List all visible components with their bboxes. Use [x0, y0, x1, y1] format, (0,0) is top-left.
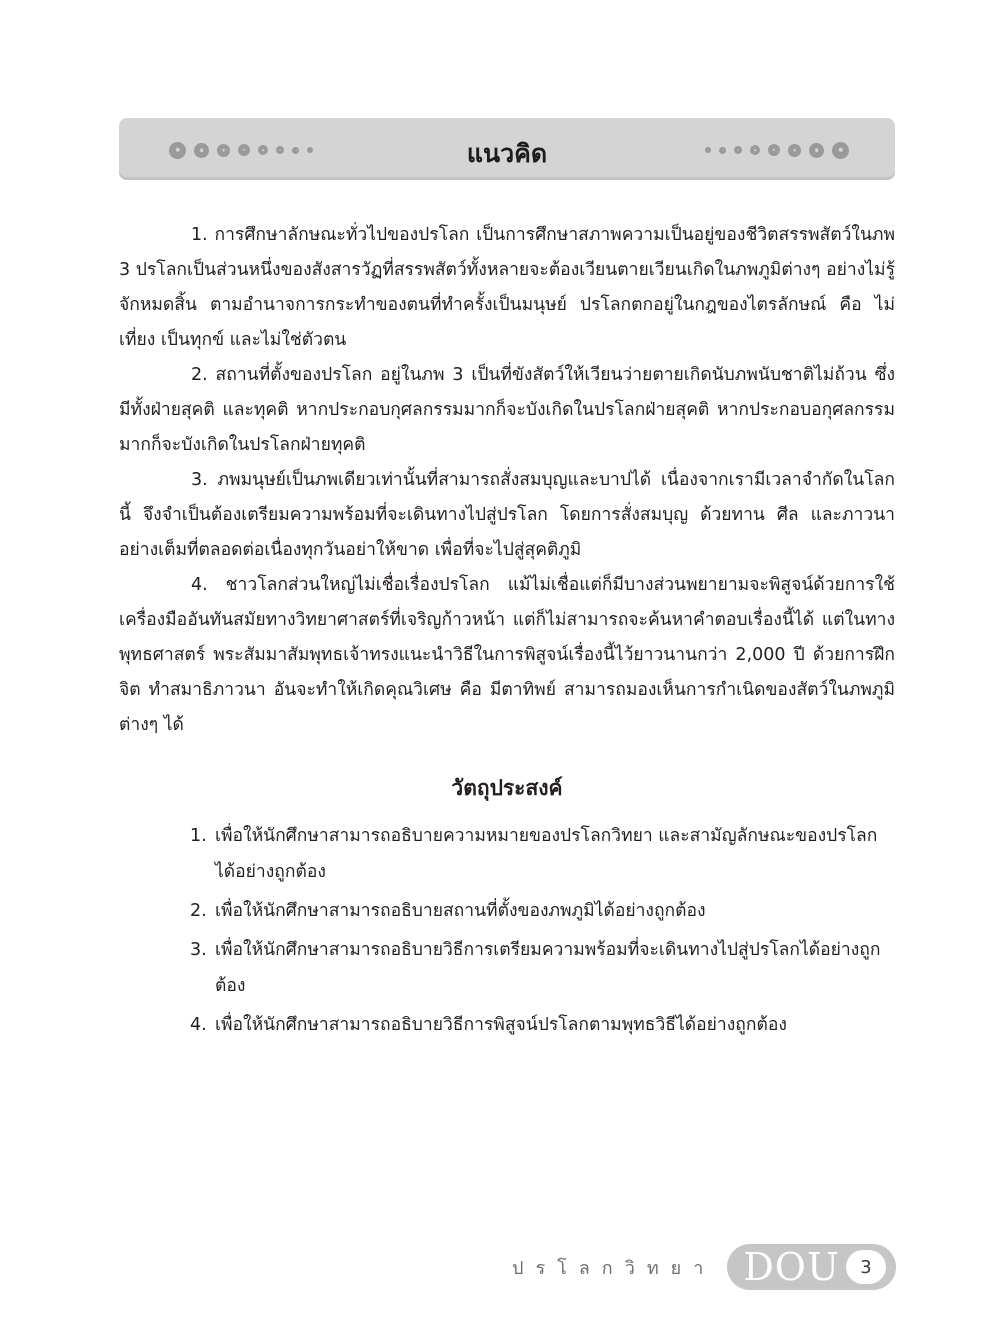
dot-icon: [719, 147, 726, 154]
objective-text: เพื่อให้นักศึกษาสามารถอธิบายสถานที่ตั้งของภพภูมิได้อย่างถูกต้อง: [215, 901, 706, 921]
concept-paragraph: 2. สถานที่ตั้งของปรโลก อยู่ในภพ 3 เป็นที่ขังสัตว์ให้เวียนว่ายตายเกิดนับภพนับชาติไม่ถ้วน ซึ่งมีทั้งฝ่ายสุคติ และทุคติ หากประกอบกุศลกรรมมากก็จะบังเกิดในปรโลกฝ่ายสุคติ หากประกอบอกุศลกรรมมากก็จะบังเกิดในปรโลกฝ่ายทุคติ: [119, 365, 895, 455]
objective-text: เพื่อให้นักศึกษาสามารถอธิบายความหมายของปรโลกวิทยา และสามัญลักษณะของปรโลกได้อย่างถูกต้อง: [215, 826, 878, 882]
dou-logo: DOU: [743, 1245, 840, 1289]
header-banner: [119, 118, 895, 180]
concept-paragraph: 3. ภพมนุษย์เป็นภพเดียวเท่านั้นที่สามารถสั่งสมบุญและบาปได้ เนื่องจากเรามีเวลาจำกัดในโลกนี้ จึงจำเป็นต้องเตรียมความพร้อมที่จะเดินทางไปสู่ปรโลก โดยการสั่งสมบุญ ด้วยทาน ศีล และภาวนา อย่างเต็มที่ตลอดต่อเนื่องทุกวันอย่าให้ขาด เพื่อที่จะไปสู่สุคติภูมิ: [119, 470, 895, 560]
footer-badge: [727, 1244, 896, 1290]
objective-number: 1.: [190, 826, 207, 846]
objective-item: [190, 893, 895, 929]
decorative-dots-right: [697, 138, 849, 162]
concept-paragraph: 1. การศึกษาลักษณะทั่วไปของปรโลก เป็นการศึกษาสภาพความเป็นอยู่ของชีวิตสรรพสัตว์ในภพ 3 ปรโลกเป็นส่วนหนึ่งของสังสารวัฏที่สรรพสัตว์ทั้งหลายจะต้องเวียนตายเวียนเกิดในภพภูมิต่างๆ อย่างไม่รู้จักหมดสิ้น ตามอำนาจการกระทำของตนที่ทำครั้งเป็นมนุษย์ ปรโลกตกอยู่ในกฎของไตรลักษณ์ คือ ไม่เที่ยง เป็นทุกข์ และไม่ใช่ตัวตน: [119, 225, 895, 350]
footer-book-title: ปรโลกวิทยา: [512, 1257, 716, 1279]
dot-icon: [750, 145, 760, 155]
concept-paragraph: 4. ชาวโลกส่วนใหญ่ไม่เชื่อเรื่องปรโลก แม้ไม่เชื่อแต่ก็มีบางส่วนพยายามจะพิสูจน์ด้วยการใช้เครื่องมืออันทันสมัยทางวิทยาศาสตร์ที่เจริญก้าวหน้า แต่ก็ไม่สามารถจะค้นหาคำตอบเรื่องนี้ได้ แต่ในทางพุทธศาสตร์ พระสัมมาสัมพุทธเจ้าทรงแนะนำวิธีในการพิสูจน์เรื่องนี้ไว้ยาวนานกว่า 2,000 ปี ด้วยการฝึกจิต ทำสมาธิภาวนา อันจะทำให้เกิดคุณวิเศษ คือ มีตาทิพย์ สามารถมองเห็นการกำเนิดของสัตว์ในภพภูมิต่างๆ ได้: [119, 575, 895, 735]
dot-icon: [768, 144, 780, 156]
objective-text: เพื่อให้นักศึกษาสามารถอธิบายวิธีการเตรียมความพร้อมที่จะเดินทางไปสู่ปรโลกได้อย่างถูกต้อง: [215, 940, 881, 996]
objective-item: [190, 932, 895, 1004]
dot-icon: [788, 144, 801, 157]
section-heading-concepts: แนวคิด: [466, 139, 548, 168]
concepts-body: [119, 218, 895, 743]
dot-icon: [832, 142, 849, 159]
dot-icon: [809, 143, 824, 158]
objective-text: เพื่อให้นักศึกษาสามารถอธิบายวิธีการพิสูจน์ปรโลกตามพุทธวิธีได้อย่างถูกต้อง: [215, 1015, 787, 1035]
objective-item: [190, 1007, 895, 1043]
section-heading-objectives: วัตถุประสงค์: [451, 776, 563, 800]
objective-number: 3.: [190, 940, 207, 960]
dot-icon: [705, 147, 711, 153]
objective-number: 2.: [190, 901, 207, 921]
objective-number: 4.: [190, 1015, 207, 1035]
dot-icon: [734, 146, 742, 154]
page-footer: [512, 1243, 896, 1291]
objective-item: [190, 818, 895, 890]
objectives-list: [190, 818, 895, 1046]
page-number: 3: [846, 1250, 886, 1284]
